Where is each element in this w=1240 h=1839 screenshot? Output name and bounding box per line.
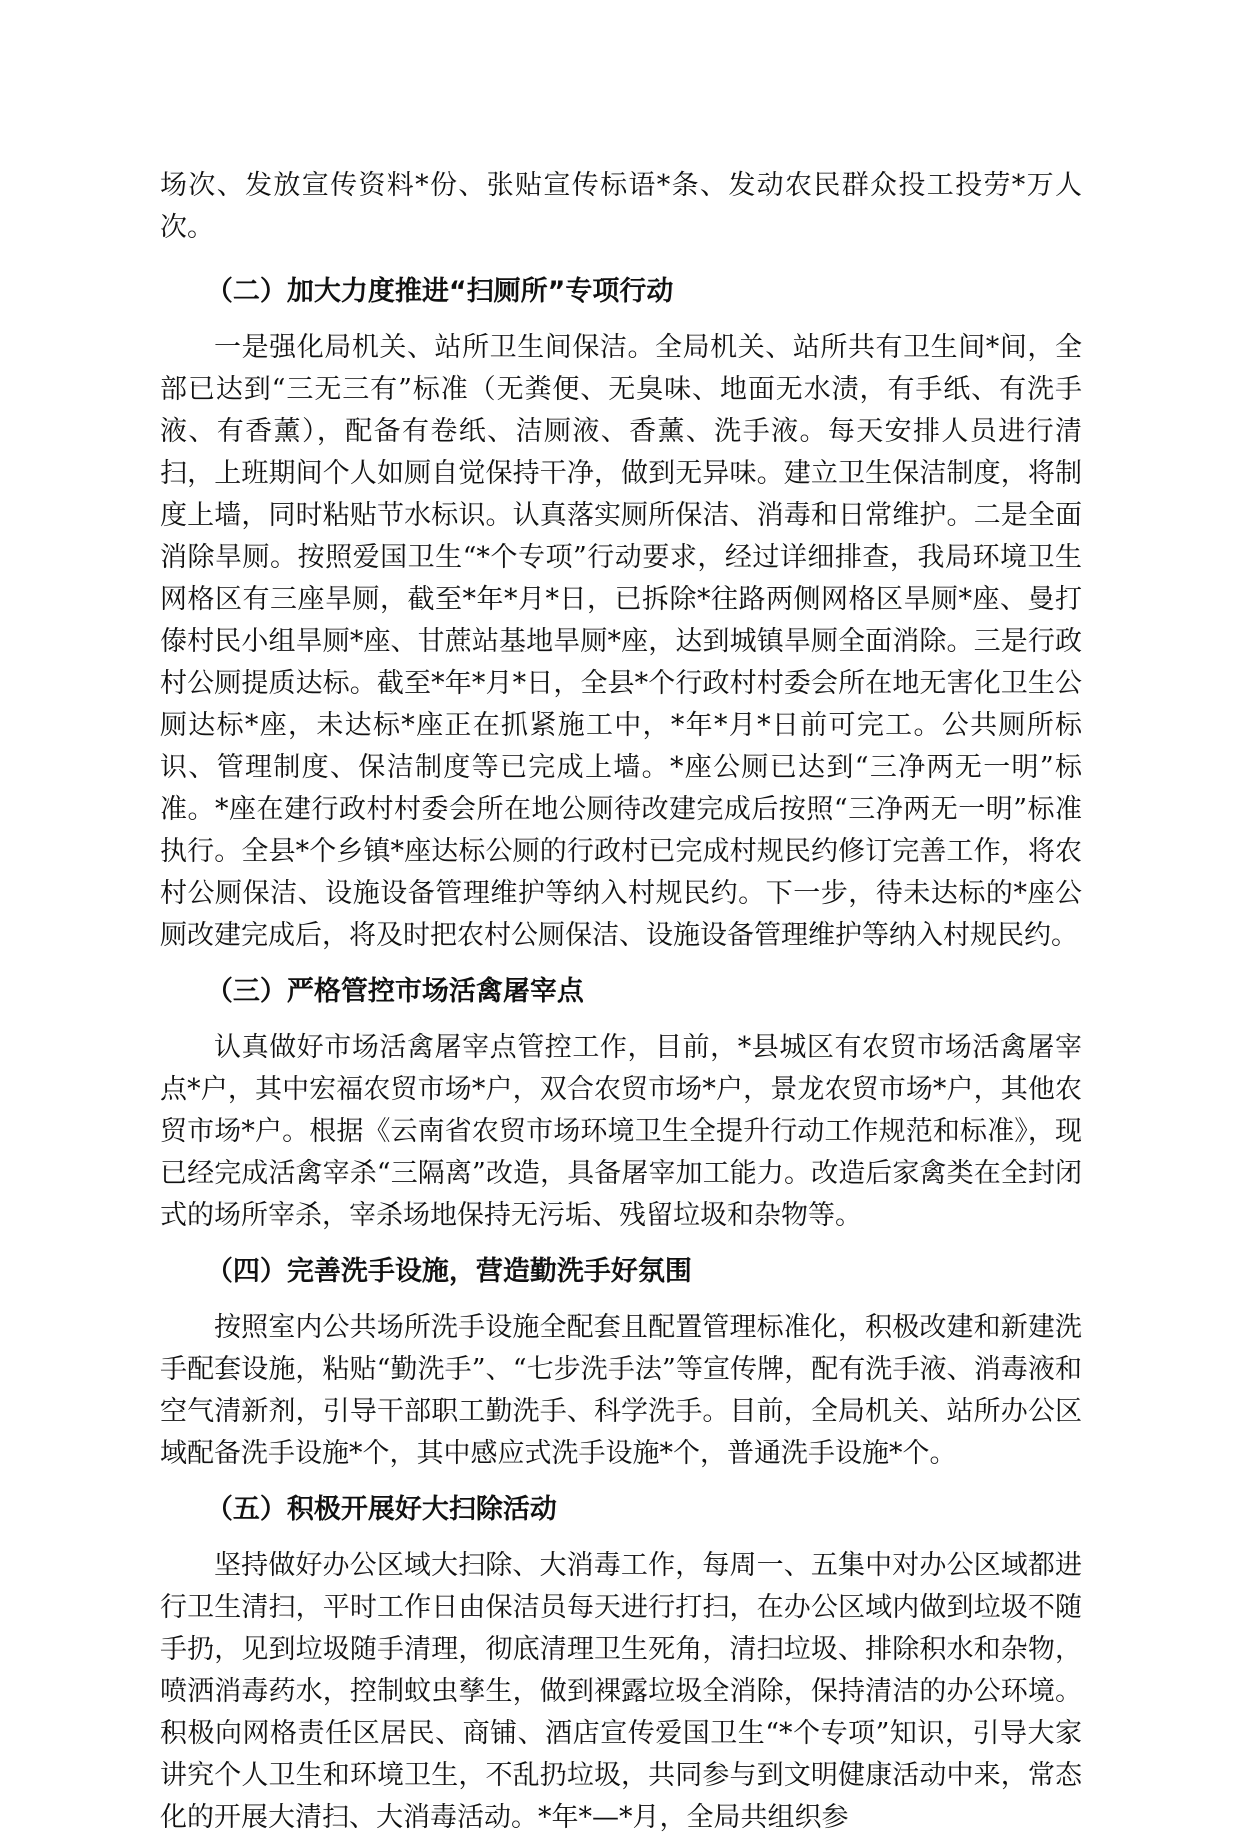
document-page bbox=[160, 165, 1082, 1839]
section-heading-3: （三）严格管控市场活禽屠宰点 bbox=[205, 976, 584, 1007]
section-heading-4: （四）完善洗手设施，营造勤洗手好氛围 bbox=[205, 1256, 692, 1287]
paragraph-cleaning-activity: 坚持做好办公区域大扫除、大消毒工作，每周一、五集中对办公区域都进行卫生清扫，平时工作日由保洁员每天进行打扫，在办公区域内做到垃圾不随手扔，见到垃圾随手清理，彻底清理卫生死角，清扫垃圾、排除积水和杂物，喷洒消毒药水，控制蚊虫孳生，做到裸露垃圾全消除，保持清洁的办公环境。积极向网格责任区居民、商铺、酒店宣传爱国卫生“*个专项”知识，引导大家讲究个人卫生和环境卫生，不乱扔垃圾，共同参与到文明健康活动中来，常态化的开展大清扫、大消毒活动。*年*—*月，全局共组织参 bbox=[160, 1550, 1082, 1833]
section-heading-2: （二）加大力度推进“扫厕所”专项行动 bbox=[205, 276, 674, 307]
paragraph-continued: 场次、发放宣传资料*份、张贴宣传标语*条、发动农民群众投工投劳*万人次。 bbox=[160, 170, 1082, 243]
paragraph-poultry-control: 认真做好市场活禽屠宰点管控工作，目前，*县城区有农贸市场活禽屠宰点*户，其中宏福农贸市场*户，双合农贸市场*户，景龙农贸市场*户，其他农贸市场*户。根据《云南省农贸市场环境卫生全提升行动工作规范和标准》，现已经完成活禽宰杀“三隔离”改造，具备屠宰加工能力。改造后家禽类在全封闭式的场所宰杀，宰杀场地保持无污垢、残留垃圾和杂物等。 bbox=[160, 1032, 1082, 1231]
section-heading-5: （五）积极开展好大扫除活动 bbox=[205, 1494, 557, 1525]
paragraph-handwashing: 按照室内公共场所洗手设施全配套且配置管理标准化，积极改建和新建洗手配套设施，粘贴“勤洗手”、“七步洗手法”等宣传牌，配有洗手液、消毒液和空气清新剂，引导干部职工勤洗手、科学洗手。目前，全局机关、站所办公区域配备洗手设施*个，其中感应式洗手设施*个，普通洗手设施*个。 bbox=[160, 1312, 1082, 1469]
paragraph-toilet-cleaning: 一是强化局机关、站所卫生间保洁。全局机关、站所共有卫生间*间，全部已达到“三无三有”标准（无粪便、无臭味、地面无水渍，有手纸、有洗手液、有香薰），配备有卷纸、洁厕液、香薰、洗手液。每天安排人员进行清扫，上班期间个人如厕自觉保持干净，做到无异味。建立卫生保洁制度，将制度上墙，同时粘贴节水标识。认真落实厕所保洁、消毒和日常维护。二是全面消除旱厕。按照爱国卫生“*个专项”行动要求，经过详细排查，我局环境卫生网格区有三座旱厕，截至*年*月*日，已拆除*往路两侧网格区旱厕*座、曼打傣村民小组旱厕*座、甘蔗站基地旱厕*座，达到城镇旱厕全面消除。三是行政村公厕提质达标。截至*年*月*日，全县*个行政村村委会所在地无害化卫生公厕达标*座，未达标*座正在抓紧施工中，*年*月*日前可完工。公共厕所标识、管理制度、保洁制度等已完成上墙。*座公厕已达到“三净两无一明”标准。*座在建行政村村委会所在地公厕待改建完成后按照“三净两无一明”标准执行。全县*个乡镇*座达标公厕的行政村已完成村规民约修订完善工作，将农村公厕保洁、设施设备管理维护等纳入村规民约。下一步，待未达标的*座公厕改建完成后，将及时把农村公厕保洁、设施设备管理维护等纳入村规民约。 bbox=[160, 332, 1082, 951]
